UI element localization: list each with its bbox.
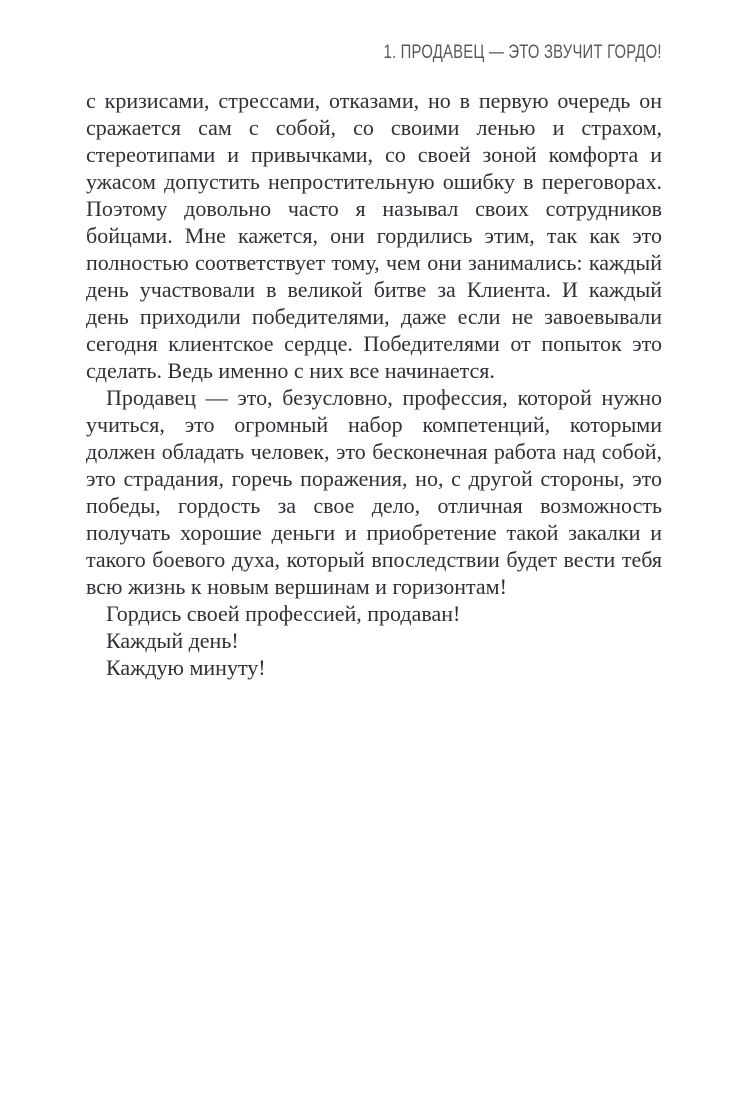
body-paragraph: Продавец — это, безусловно, профессия, которой нужно учиться, это огромный набор компетенций, которыми должен обладать человек, это бесконечная работа над собой, это страдания, горечь поражения, но, с другой стороны, это победы, гордость за свое дело, отличная возможность получать хорошие деньги и приобретение такой закалки и такого боевого духа, который впоследствии будет вести тебя всю жизнь к новым вершинам и горизонтам! [86, 385, 662, 599]
body-paragraph: Каждый день! [106, 628, 239, 653]
body-paragraph: с кризисами, стрессами, отказами, но в первую очередь он сражается сам с собой, со своими ленью и страхом, стереотипами и привычками, со своей зоной комфорта и ужасом допустить непростительную ошибку в переговорах. Поэтому довольно часто я называл своих сотрудников бойцами. Мне кажется, они гордились этим, так как это полностью соответствует тому, чем они занимались: каждый день участвовали в великой битве за Клиента. И каждый день приходили победителями, даже если не завоевывали сегодня клиентское сердце. Победителями от попыток это сделать. Ведь именно с них все начинается. [86, 88, 662, 383]
page-body [86, 87, 662, 681]
running-header [86, 43, 662, 64]
body-paragraph: Каждую минуту! [106, 655, 266, 680]
body-paragraph: Гордись своей профессией, продаван! [106, 601, 461, 626]
chapter-title: 1. ПРОДАВЕЦ — ЭТО ЗВУЧИТ ГОРДО! [383, 42, 662, 63]
